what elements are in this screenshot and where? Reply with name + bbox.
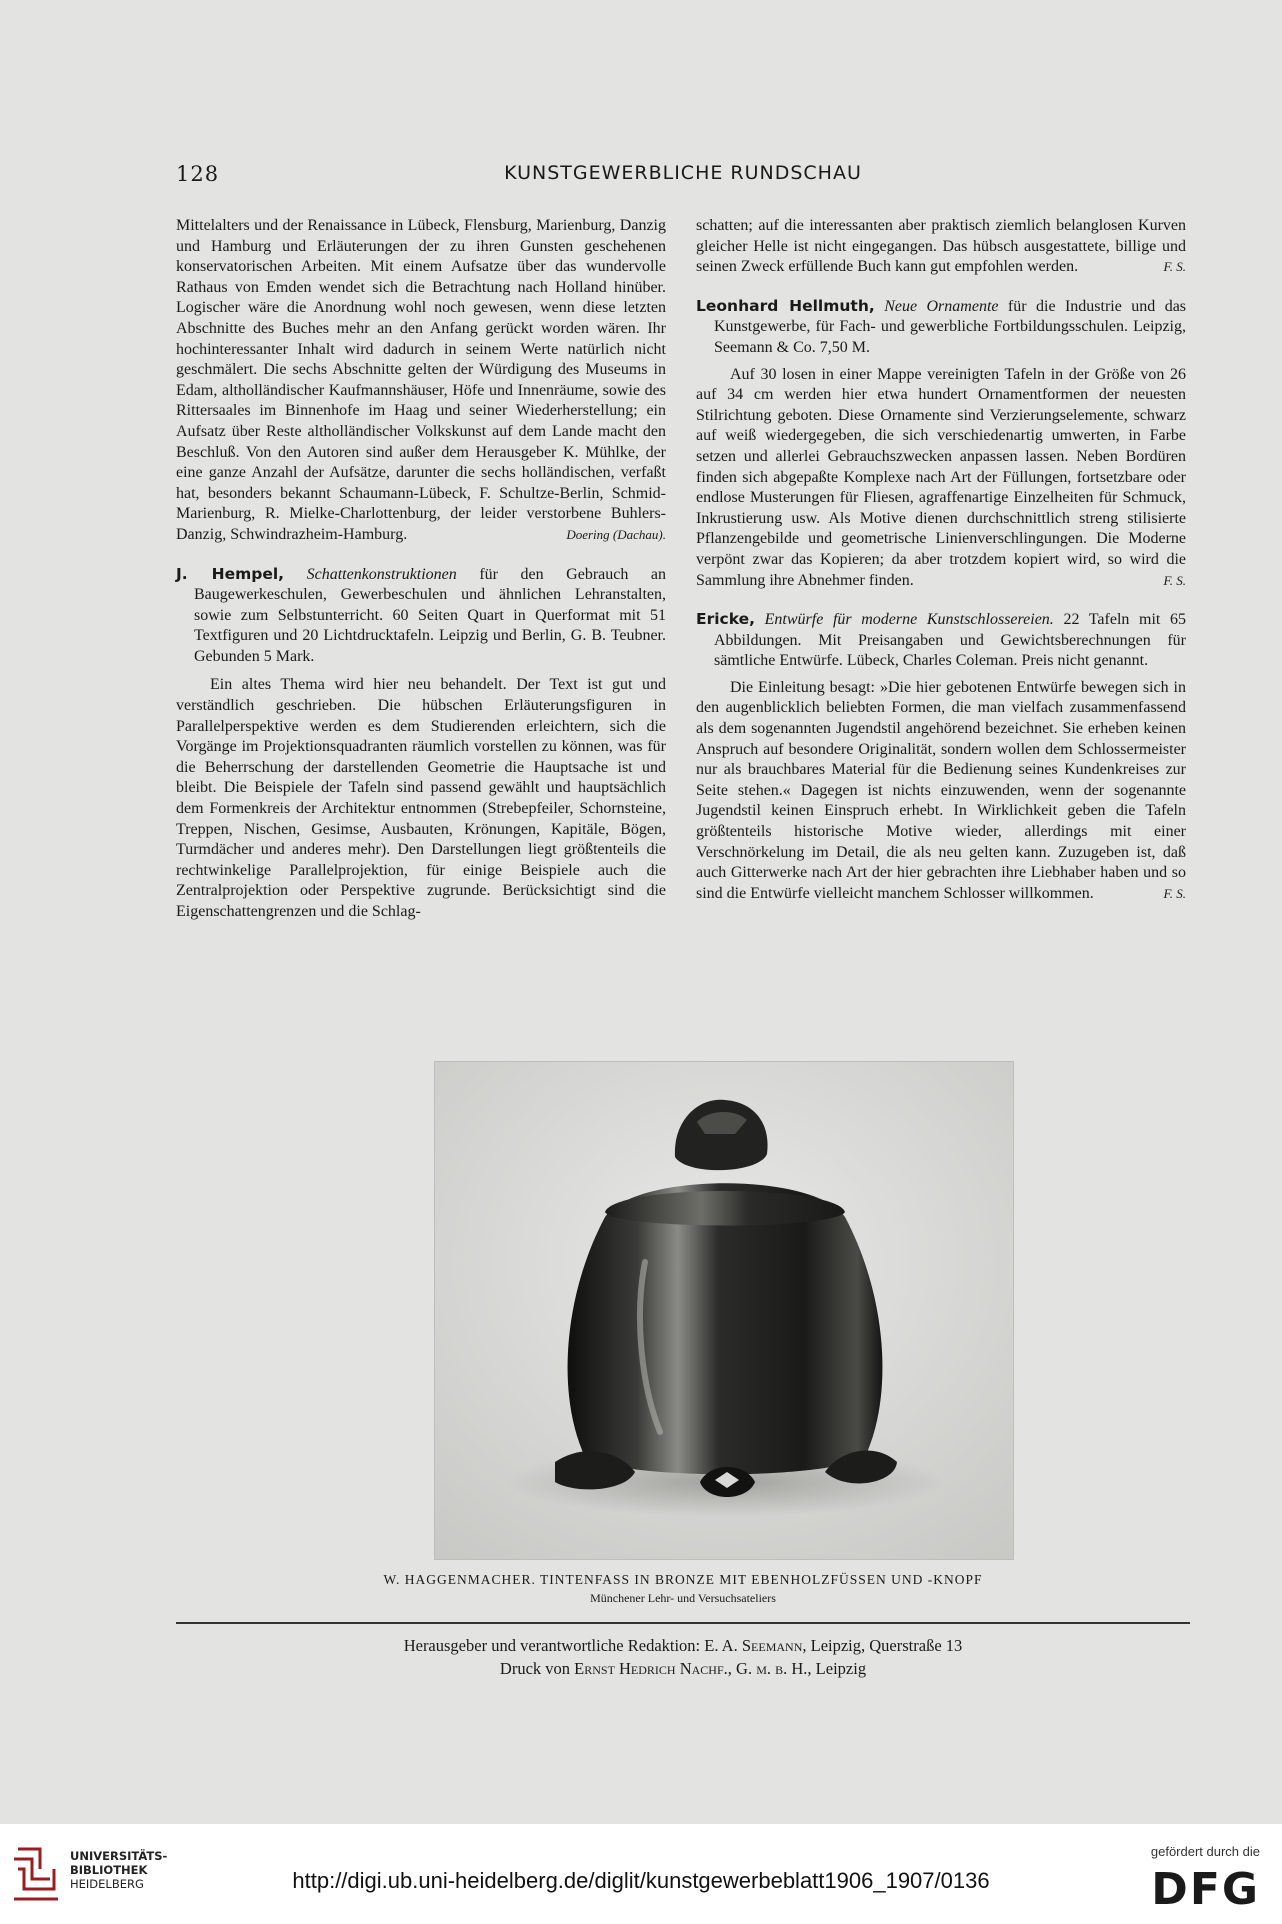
page-number: 128 [176, 162, 220, 186]
permalink-url[interactable]: http://digi.ub.uni-heidelberg.de/diglit/kunstgewerbeblatt1906_1907/0136 [292, 1868, 990, 1893]
dfg-logo: DFG [1151, 1864, 1260, 1915]
review-text-paragraph: schatten; auf die interessanten aber praktisch ziemlich belanglosen Kurven gleicher Helle ist nicht eingegangen. Das hübsch ausgestattete, billige und seinen Zweck erfüllende Buch kann gut empfohlen werden. F. S. [696, 216, 1186, 278]
review-text-paragraph: Die Einleitung besagt: »Die hier gebotenen Entwürfe bewegen sich in den augenblicklich beliebten Formen, die man vielfach zusammenfassend als dem sogenannten Jugendstil angehörend bezeichnet. Sie erheben keinen Anspruch auf besondere Originalität, sondern wollen dem Schlossermeister nur als brauchbares Material für die Bedienung seines Kundenkreises zur Seite stehen.« Dagegen ist nichts einzuwenden, wenn der sogenannte Jugendstil keinen Einspruch erhebt. In Wirklichkeit geben die Tafeln größtenteils historische Motive wieder, allerdings mit einer Verschnörkelung im Detail, die als neu gelten kann. Zuzugeben ist, daß auch Gitterwerke nach Art der hier gebrachten ihre Liebhaber haben und so sind die Entwürfe vielleicht manchem Schlosser willkommen. F. S. [696, 678, 1186, 905]
review-text-paragraph: Ein altes Thema wird hier neu behandelt. Der Text ist gut und verständlich geschrieben. Die hübschen Erläuterungsfiguren in Parallelperspektive werden es dem Studierenden erleichtern, sich die Vorgänge im Projektionsquadranten räumlich vorstellen zu können, was für die Beherrschung der darstellenden Geometrie die Hauptsache ist und bleibt. Die Beispiele der Tafeln sind passend gewählt und hauptsächlich dem Formenkreis der Architektur entnommen (Strebepfeiler, Schornsteine, Treppen, Nischen, Gesimse, Ausbauten, Krönungen, Kapitäle, Bögen, Turmdächer und anderes mehr). Den Darstellungen liegt größtenteils die rechtwinkelige Parallelprojektion, für einige Beispiele auch die Zentralprojektion oder Perspektive zugrunde. Berücksichtigt sind die Eigenschattengrenzen und die Schlag- [176, 676, 666, 920]
funding-note: gefördert durch die [1150, 1844, 1260, 1859]
figure-caption [176, 1572, 1190, 1606]
imprint-editor-line: Herausgeber und verantwortliche Redaktion: E. A. Seemann, Leipzig, Querstraße 13 [403, 1636, 963, 1655]
book-entry-hellmuth: Leonhard Hellmuth, Neue Ornamente für die Industrie und das Kunstgewerbe, für Fach- und gewerbliche Fortbildungsschulen. Leipzig, Seemann & Co. 7,50 M. [696, 296, 1187, 356]
university-library-name: UNIVERSITÄTS- BIBLIOTHEK HEIDELBERG [70, 1849, 168, 1891]
review-text-paragraph: Auf 30 losen in einer Mappe vereinigten Tafeln in der Größe von 26 auf 34 cm werden hier etwa hundert Ornamentformen der neuesten Stilrichtung geboten. Diese Ornamente sind Verzierungselemente, schwarz auf weiß wiedergegeben, die sich verschiedenartig umwerten, in Farbe setzen und allerlei Gebrauchszwecken anpassen lassen. Neben Bordüren finden sich abgepaßte Komplexe nach Art der Füllungen, fortsetzbare oder endlose Musterungen für Fliesen, agraffenartige Einzelheiten für Schmuck, Inkrustierung usw. Als Motive dienen durchschnittlich streng stilisierte Pflanzengebilde und geometrische Linienverschlingungen. Die Moderne verpönt zwar das Kopieren; da aber trotzdem kopiert wird, so wird die Sammlung ihre Abnehmer finden. F. S. [696, 365, 1186, 592]
reviewer-signature: F. S. [1163, 259, 1186, 275]
reviewer-signature: Doering (Dachau). [566, 526, 666, 542]
inkwell-body [568, 1183, 883, 1474]
review-text-paragraph: Mittelalters und der Renaissance in Lübeck, Flensburg, Marienburg, Danzig und Hamburg und Erläuterungen der zu ihren Gunsten geschehenen konservatorischen Arbeiten. Mit einem Aufsatze über das wundervolle Rathaus von Emden wendet sich die Betrachtung nach Holland hinüber. Logischer wäre die Anordnung wohl noch gewesen, wenn diese letzten Abschnitte des Buches mehr an den Anfang gerückt worden wären. Ihr hochinteressanter Inhalt wird dadurch in seinem Werte natürlich nicht geschmälert. Die sechs Abschnitte gelten der Würdigung des Museums in Edam, altholländischer Kaufmannshäuser, Höfe und Innenräume, sowie des Rittersaales im Binnenhofe im Haag und seiner Wiederherstellung; ein Aufsatz über Reste altholländischer Volkskunst auf dem Lande macht den Beschluß. Von den Autoren sind außer dem Herausgeber K. Mühlke, der eine ganze Anzahl der Aufsätze, darunter die sechs holländischen, verfaßt hat, besonders bekannt Schaumann-Lübeck, F. Schultze-Berlin, Schmid-Marienburg, R. Mielke-Charlottenburg, der leider verstorbene Buhlers-Danzig, Schwindrazheim-Hamburg. Doering (Dachau). [176, 216, 666, 546]
bronze-inkwell-image [435, 1062, 1013, 1559]
book-title: Entwürfe für moderne Kunstschlossereien. [764, 611, 1054, 629]
caption-credit: Münchener Lehr- und Versuchsateliers [590, 1591, 776, 1605]
inkwell-photograph [434, 1061, 1014, 1560]
book-author: Ericke, [696, 610, 756, 629]
imprint-printer-line: Druck von Ernst Hedrich Nachf., G. m. b. H., Leipzig [499, 1659, 867, 1678]
book-author: Leonhard Hellmuth, [696, 296, 875, 315]
book-title: Schattenkonstruktionen [306, 565, 457, 583]
publisher-imprint [176, 1634, 1190, 1680]
running-title: KUNSTGEWERBLICHE RUNDSCHAU [504, 162, 862, 184]
book-author: J. Hempel, [176, 564, 285, 583]
caption-title: W. HAGGENMACHER. TINTENFASS IN BRONZE MIT EBENHOLZFÜSSEN UND -KNOPF [383, 1572, 983, 1587]
left-column [176, 216, 666, 923]
page-header [176, 162, 1190, 192]
digitization-footer [0, 1824, 1282, 1924]
right-column [696, 216, 1186, 904]
book-title: Neue Ornamente [884, 297, 999, 315]
reviewer-signature: F. S. [1163, 572, 1186, 588]
book-entry-ericke: Ericke, Entwürfe für moderne Kunstschlossereien. 22 Tafeln mit 65 Abbildungen. Mit Preisangaben und Gewichtsberechnungen für sämtliche Entwürfe. Lübeck, Charles Coleman. Preis nicht genannt. [696, 610, 1186, 670]
reviewer-signature: F. S. [1163, 885, 1186, 901]
book-entry-hempel: J. Hempel, Schattenkonstruktionen für den Gebrauch an Baugewerkeschulen, Gewerbeschulen und ähnlichen Lehranstalten, sowie zum Selbstunterricht. 60 Seiten Quart in Querformat mit 51 Textfiguren und 20 Lichtdrucktafeln. Leipzig und Berlin, G. B. Teubner. Gebunden 5 Mark. [176, 564, 667, 665]
divider-rule [176, 1622, 1190, 1624]
